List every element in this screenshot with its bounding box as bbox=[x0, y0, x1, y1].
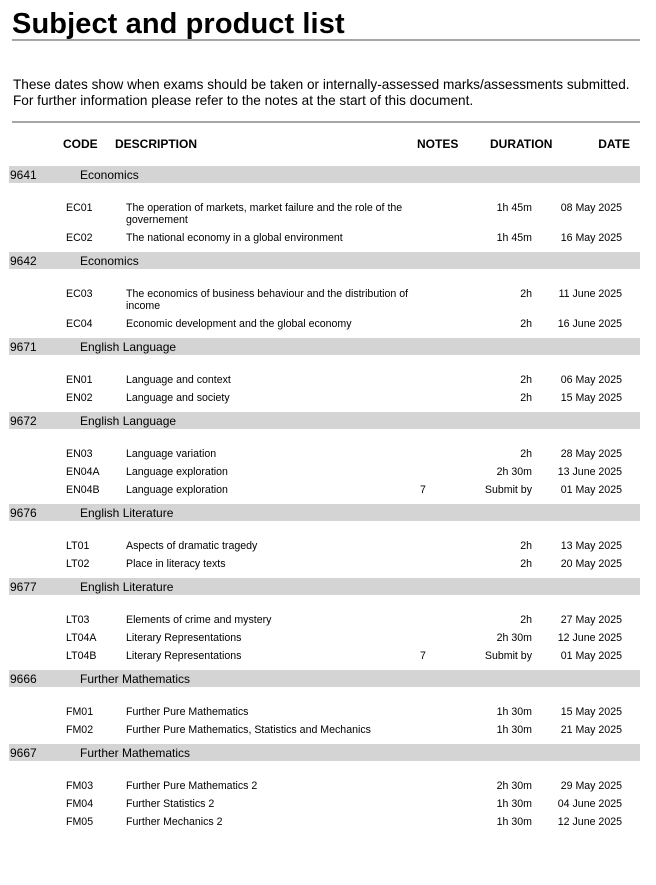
component-date: 28 May 2025 bbox=[560, 448, 622, 460]
page-title: Subject and product list bbox=[12, 8, 345, 40]
component-code: LT01 bbox=[66, 540, 90, 552]
component-notes: 7 bbox=[420, 484, 426, 496]
component-date: 06 May 2025 bbox=[560, 374, 622, 386]
column-header-description: DESCRIPTION bbox=[115, 137, 198, 151]
component-row bbox=[0, 389, 656, 407]
subject-name: Economics bbox=[80, 254, 139, 268]
section-spacer bbox=[0, 687, 656, 703]
subject-code: 9671 bbox=[10, 340, 37, 354]
component-date: 27 May 2025 bbox=[560, 614, 622, 626]
component-date: 01 May 2025 bbox=[560, 484, 622, 496]
component-date: 29 May 2025 bbox=[560, 780, 622, 792]
component-date: 13 May 2025 bbox=[560, 540, 622, 552]
subject-header bbox=[9, 252, 640, 269]
component-description: Further Pure Mathematics bbox=[126, 706, 249, 718]
component-row bbox=[0, 555, 656, 573]
component-code: FM03 bbox=[66, 780, 94, 792]
component-duration: 2h bbox=[520, 288, 532, 300]
component-duration: 2h bbox=[520, 392, 532, 404]
component-row bbox=[0, 199, 656, 229]
component-duration: 1h 45m bbox=[496, 202, 532, 214]
subject-name: English Literature bbox=[80, 580, 174, 594]
subject-header bbox=[9, 578, 640, 595]
component-row bbox=[0, 721, 656, 739]
subject-name: Further Mathematics bbox=[80, 672, 191, 686]
subject-name: English Language bbox=[80, 340, 177, 354]
component-date: 16 June 2025 bbox=[557, 318, 622, 330]
component-row bbox=[0, 445, 656, 463]
component-description: Economic development and the global economy bbox=[126, 318, 352, 330]
component-code: EC04 bbox=[66, 318, 93, 330]
component-description: Further Mechanics 2 bbox=[126, 816, 223, 828]
component-code: LT02 bbox=[66, 558, 90, 570]
column-header-code: CODE bbox=[63, 137, 98, 151]
component-duration: 2h 30m bbox=[496, 466, 532, 478]
component-date: 13 June 2025 bbox=[557, 466, 622, 478]
header-divider-top bbox=[12, 39, 640, 41]
component-row bbox=[0, 537, 656, 555]
component-row bbox=[0, 229, 656, 247]
component-date: 12 June 2025 bbox=[557, 632, 622, 644]
component-duration: 2h bbox=[520, 540, 532, 552]
component-code: EC03 bbox=[66, 288, 93, 300]
component-description: Literary Representations bbox=[126, 650, 242, 662]
component-description: The national economy in a global environment bbox=[126, 232, 343, 244]
component-date: 15 May 2025 bbox=[560, 392, 622, 404]
component-duration: 2h bbox=[520, 448, 532, 460]
component-date: 12 June 2025 bbox=[557, 816, 622, 828]
component-row bbox=[0, 463, 656, 481]
component-notes: 7 bbox=[420, 650, 426, 662]
component-row bbox=[0, 703, 656, 721]
subject-header bbox=[9, 744, 640, 761]
section-spacer bbox=[0, 831, 656, 836]
component-code: FM02 bbox=[66, 724, 94, 736]
component-code: FM04 bbox=[66, 798, 94, 810]
component-date: 16 May 2025 bbox=[560, 232, 622, 244]
component-duration: 2h bbox=[520, 374, 532, 386]
component-duration: 1h 30m bbox=[496, 816, 532, 828]
component-duration: 2h bbox=[520, 318, 532, 330]
intro-paragraph: These dates show when exams should be taken or internally-assessed marks/assessments submitted. For further information please refer to the notes at the start of this document. bbox=[13, 77, 630, 108]
component-description: Further Statistics 2 bbox=[126, 798, 215, 810]
subject-header bbox=[9, 338, 640, 355]
component-row bbox=[0, 315, 656, 333]
component-date: 11 June 2025 bbox=[558, 288, 622, 300]
component-row bbox=[0, 777, 656, 795]
component-code: EN03 bbox=[66, 448, 93, 460]
component-description: Place in literacy texts bbox=[126, 558, 226, 570]
component-description: Language and society bbox=[126, 392, 230, 404]
component-duration: Submit by bbox=[484, 650, 532, 662]
component-code: EN02 bbox=[66, 392, 93, 404]
component-duration: 2h bbox=[520, 558, 532, 570]
column-header-date: DATE bbox=[598, 137, 630, 151]
component-date: 20 May 2025 bbox=[560, 558, 622, 570]
subject-code: 9677 bbox=[10, 580, 37, 594]
section-spacer bbox=[0, 761, 656, 777]
component-code: LT03 bbox=[66, 614, 90, 626]
section-spacer bbox=[0, 521, 656, 537]
component-row bbox=[0, 611, 656, 629]
subject-list bbox=[0, 166, 656, 836]
component-date: 01 May 2025 bbox=[560, 650, 622, 662]
component-code: LT04A bbox=[66, 632, 97, 644]
component-description: Language and context bbox=[126, 374, 231, 386]
section-spacer bbox=[0, 355, 656, 371]
subject-name: English Literature bbox=[80, 506, 174, 520]
subject-header bbox=[9, 166, 640, 183]
component-date: 04 June 2025 bbox=[557, 798, 622, 810]
component-code: EN04B bbox=[66, 484, 100, 496]
component-description: Language exploration bbox=[126, 484, 228, 496]
component-row bbox=[0, 285, 656, 315]
component-duration: 1h 45m bbox=[496, 232, 532, 244]
component-code: EC02 bbox=[66, 232, 93, 244]
subject-code: 9667 bbox=[10, 746, 37, 760]
component-duration: 1h 30m bbox=[496, 724, 532, 736]
component-duration: 1h 30m bbox=[496, 798, 532, 810]
component-duration: 2h 30m bbox=[496, 780, 532, 792]
component-row bbox=[0, 629, 656, 647]
component-code: EN01 bbox=[66, 374, 93, 386]
subject-header bbox=[9, 412, 640, 429]
component-code: FM05 bbox=[66, 816, 94, 828]
component-description: Aspects of dramatic tragedy bbox=[126, 540, 258, 552]
subject-code: 9642 bbox=[10, 254, 37, 268]
component-date: 15 May 2025 bbox=[560, 706, 622, 718]
component-row bbox=[0, 813, 656, 831]
component-description: Elements of crime and mystery bbox=[126, 614, 272, 626]
column-header-notes: NOTES bbox=[417, 137, 459, 151]
section-spacer bbox=[0, 269, 656, 285]
subject-header bbox=[9, 504, 640, 521]
subject-name: Economics bbox=[80, 168, 139, 182]
subject-code: 9666 bbox=[10, 672, 37, 686]
component-description: The economics of business behaviour and the distribution of income bbox=[126, 288, 409, 312]
component-duration: 2h bbox=[520, 614, 532, 626]
component-code: LT04B bbox=[66, 650, 97, 662]
component-row bbox=[0, 371, 656, 389]
header-divider-bottom bbox=[12, 121, 640, 123]
section-spacer bbox=[0, 183, 656, 199]
component-description: Further Pure Mathematics 2 bbox=[126, 780, 258, 792]
component-date: 08 May 2025 bbox=[560, 202, 622, 214]
component-description: Literary Representations bbox=[126, 632, 242, 644]
subject-name: English Language bbox=[80, 414, 177, 428]
column-header-duration: DURATION bbox=[490, 137, 553, 151]
subject-header bbox=[9, 670, 640, 687]
component-code: EN04A bbox=[66, 466, 100, 478]
component-description: Language exploration bbox=[126, 466, 228, 478]
subject-code: 9676 bbox=[10, 506, 37, 520]
section-spacer bbox=[0, 595, 656, 611]
subject-code: 9672 bbox=[10, 414, 37, 428]
component-date: 21 May 2025 bbox=[560, 724, 622, 736]
component-row bbox=[0, 647, 656, 665]
component-code: EC01 bbox=[66, 202, 93, 214]
component-duration: 1h 30m bbox=[496, 706, 532, 718]
component-row bbox=[0, 795, 656, 813]
section-spacer bbox=[0, 429, 656, 445]
component-duration: Submit by bbox=[484, 484, 532, 496]
component-description: The operation of markets, market failure and the role of the governement bbox=[126, 202, 403, 226]
component-code: FM01 bbox=[66, 706, 94, 718]
component-duration: 2h 30m bbox=[496, 632, 532, 644]
component-description: Further Pure Mathematics, Statistics and Mechanics bbox=[126, 724, 371, 736]
subject-name: Further Mathematics bbox=[80, 746, 191, 760]
component-row bbox=[0, 481, 656, 499]
component-description: Language variation bbox=[126, 448, 217, 460]
subject-code: 9641 bbox=[10, 168, 37, 182]
